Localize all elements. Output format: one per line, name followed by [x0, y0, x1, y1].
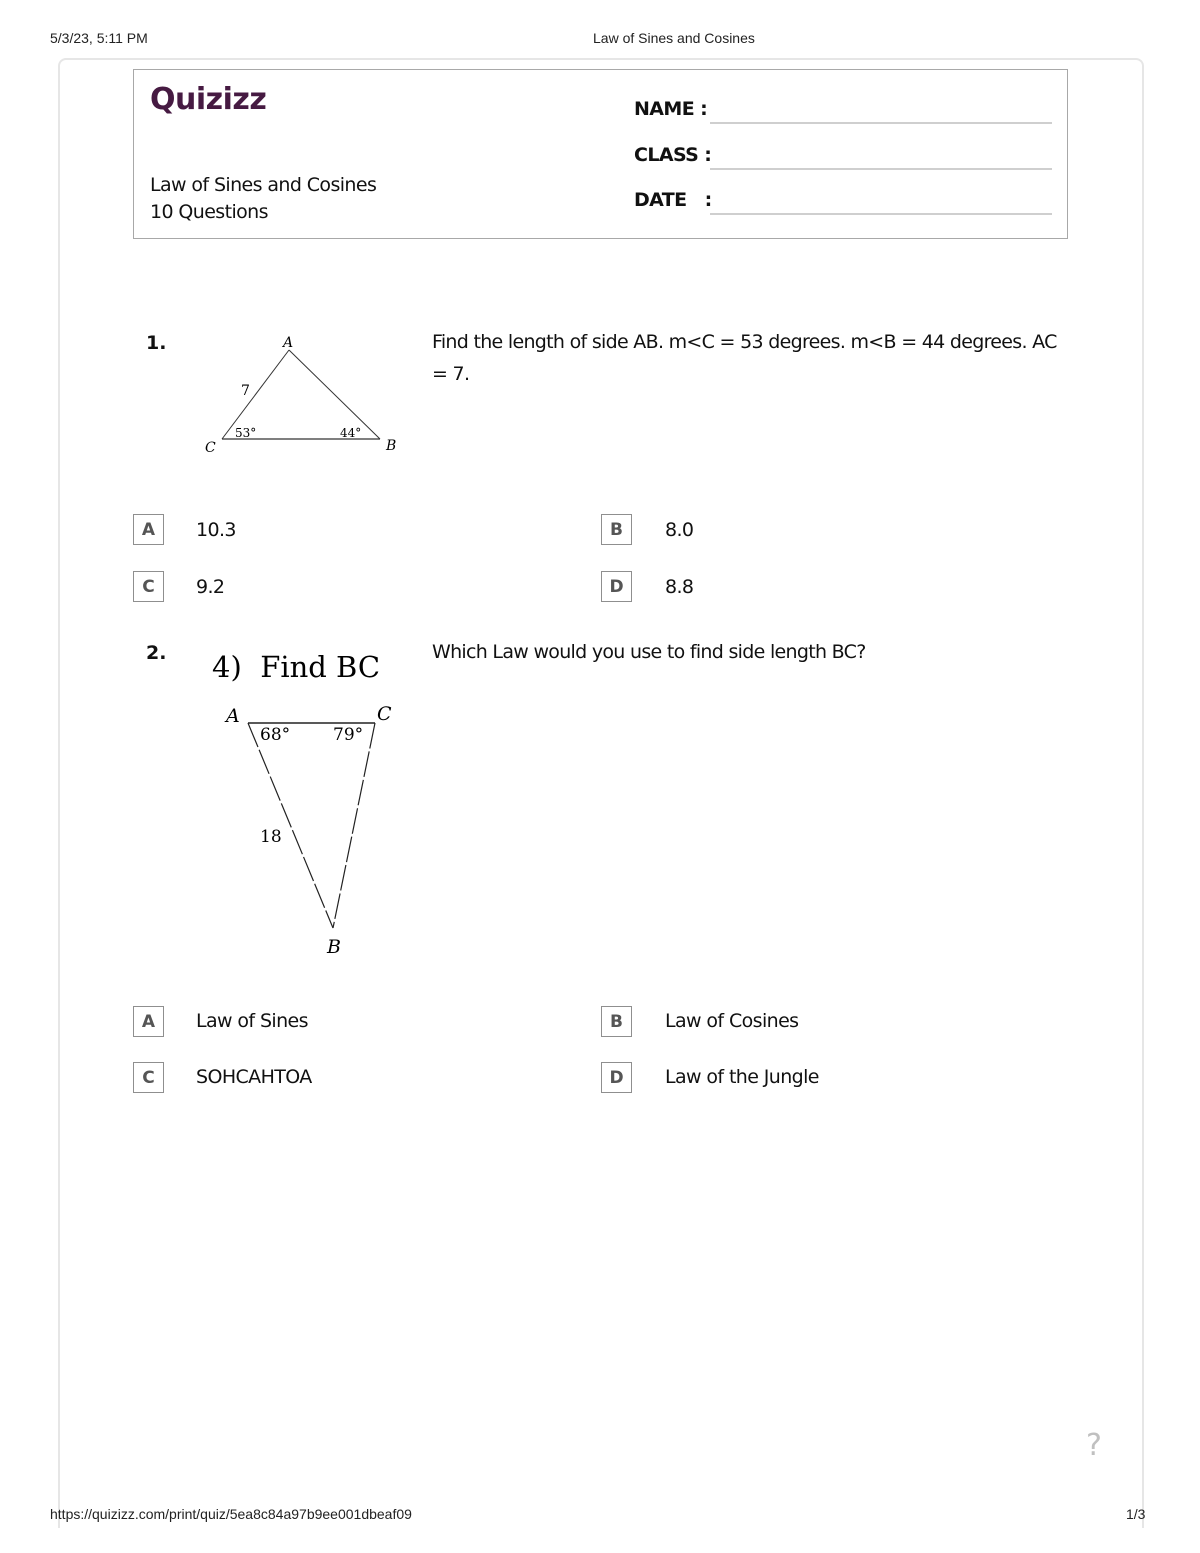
class-label: CLASS :	[634, 144, 712, 166]
option-text-a[interactable]: 10.3	[196, 519, 236, 541]
class-field[interactable]	[710, 168, 1052, 170]
print-datetime: 5/3/23, 5:11 PM	[50, 30, 148, 46]
help-icon[interactable]: ?	[1086, 1428, 1102, 1463]
print-page-number: 1/3	[1126, 1506, 1146, 1522]
vertex-label-a: A	[283, 335, 294, 351]
angle-label-c: 79°	[333, 725, 364, 745]
date-label: DATE :	[634, 189, 712, 211]
question-text: Which Law would you use to find side length BC?	[432, 641, 866, 663]
print-page-title: Law of Sines and Cosines	[593, 30, 755, 46]
option-text-b[interactable]: 8.0	[665, 519, 694, 541]
date-field[interactable]	[710, 213, 1052, 215]
option-text-b[interactable]: Law of Cosines	[665, 1010, 799, 1032]
option-letter-a[interactable]: A	[133, 1006, 164, 1037]
quizizz-logo: Quizizz	[150, 82, 267, 117]
vertex-label-b: B	[386, 438, 397, 454]
vertex-label-c: C	[205, 440, 216, 456]
question-count: 10 Questions	[150, 201, 268, 223]
side-label: 18	[260, 827, 282, 847]
vertex-label-b: B	[327, 936, 341, 958]
quiz-title: Law of Sines and Cosines	[150, 174, 377, 196]
triangle-figure-q2	[200, 645, 420, 965]
question-number: 1.	[146, 332, 167, 354]
figure-caption: 4) Find BC	[212, 650, 381, 684]
option-letter-c[interactable]: C	[133, 1062, 164, 1093]
option-text-d[interactable]: Law of the Jungle	[665, 1066, 819, 1088]
worksheet-header	[133, 69, 1068, 239]
option-letter-a[interactable]: A	[133, 514, 164, 545]
side-label: 7	[241, 383, 250, 399]
option-letter-d[interactable]: D	[601, 1062, 632, 1093]
option-letter-d[interactable]: D	[601, 571, 632, 602]
question-text: Find the length of side AB. m<C = 53 degrees. m<B = 44 degrees. AC = 7.	[432, 331, 1057, 385]
option-text-a[interactable]: Law of Sines	[196, 1010, 308, 1032]
option-letter-c[interactable]: C	[133, 571, 164, 602]
angle-label-c: 53°	[235, 426, 257, 440]
option-text-d[interactable]: 8.8	[665, 576, 694, 598]
print-url: https://quizizz.com/print/quiz/5ea8c84a97b9ee001dbeaf09	[50, 1506, 412, 1522]
option-letter-b[interactable]: B	[601, 514, 632, 545]
question-number: 2.	[146, 642, 167, 664]
name-label: NAME :	[634, 98, 708, 120]
option-text-c[interactable]: 9.2	[196, 576, 225, 598]
option-letter-b[interactable]: B	[601, 1006, 632, 1037]
option-text-c[interactable]: SOHCAHTOA	[196, 1066, 312, 1088]
vertex-label-c: C	[377, 703, 392, 725]
name-field[interactable]	[710, 122, 1052, 124]
angle-label-a: 68°	[260, 725, 291, 745]
angle-label-b: 44°	[340, 426, 362, 440]
vertex-label-a: A	[226, 705, 240, 727]
triangle-figure-q1	[195, 330, 410, 460]
